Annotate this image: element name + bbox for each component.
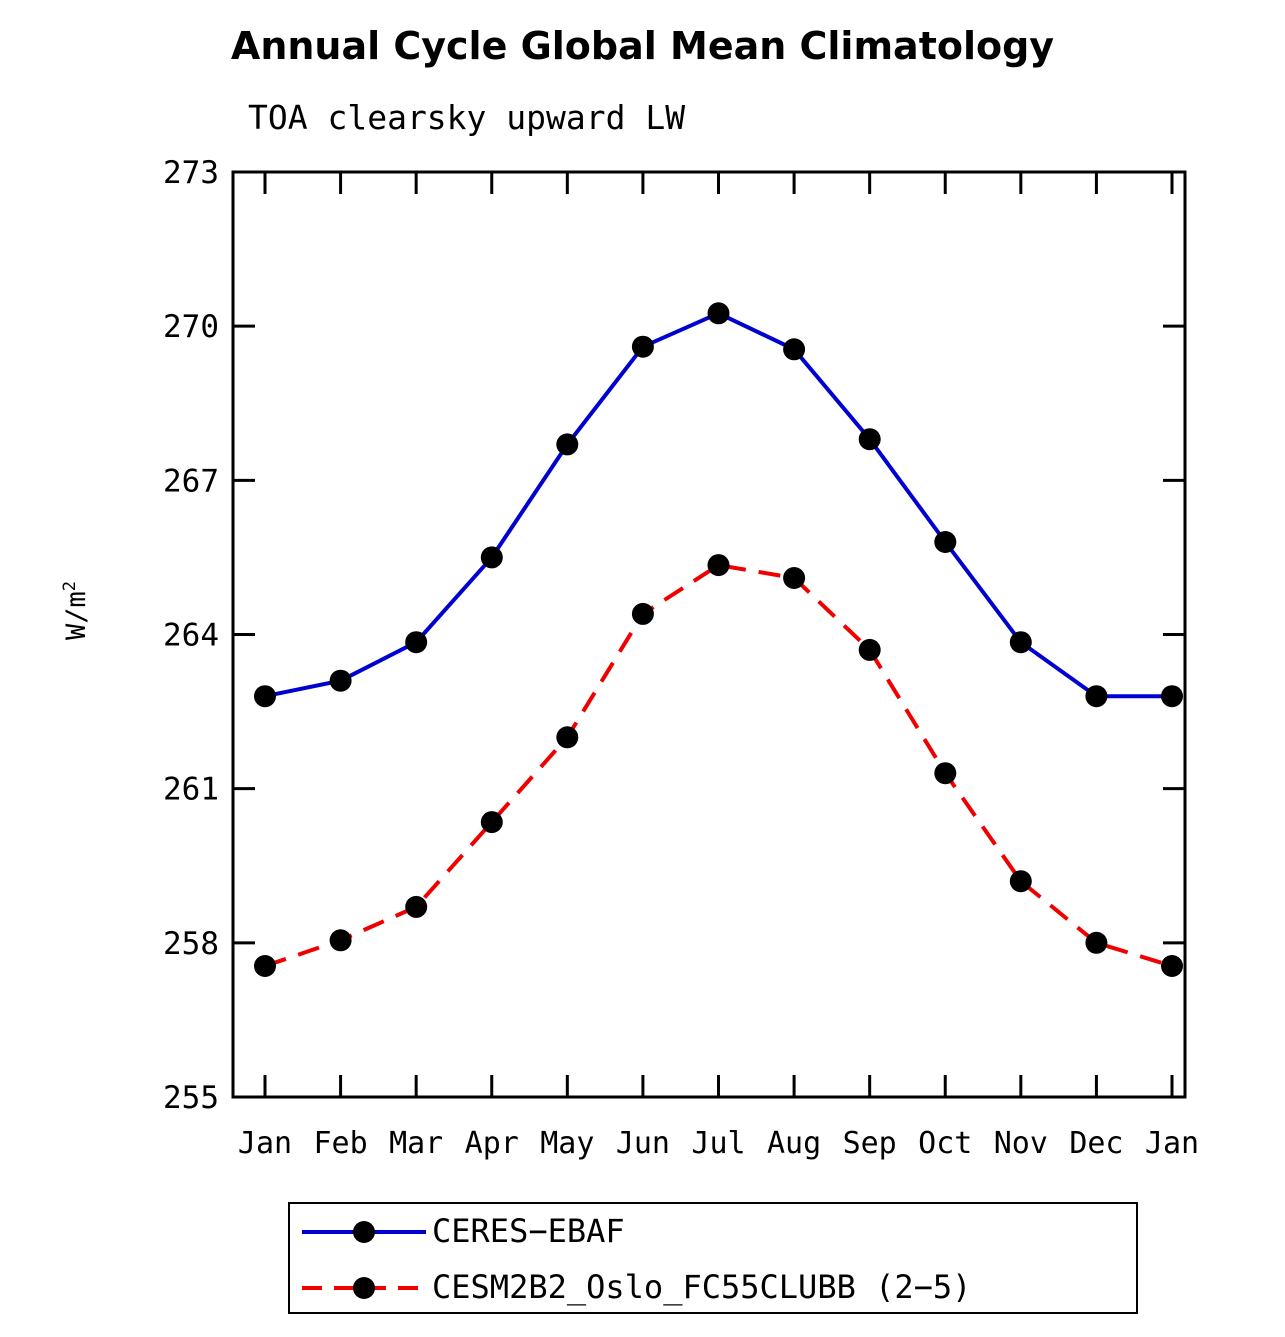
y-axis-label-base: W/m <box>61 591 92 640</box>
data-point-marker <box>934 762 956 784</box>
data-point-marker <box>783 338 805 360</box>
data-point-marker <box>254 685 276 707</box>
legend-entry <box>290 1204 1136 1260</box>
x-axis-tick-labels <box>238 1126 1199 1161</box>
data-point-marker <box>405 631 427 653</box>
x-tick-label: Aug <box>766 1126 822 1161</box>
y-axis-label-exponent: 2 <box>60 580 80 592</box>
legend-label-series-0: CERES−EBAF <box>432 1212 625 1250</box>
chart-title: Annual Cycle Global Mean Climatology <box>230 24 1055 68</box>
y-tick-label: 258 <box>163 925 219 962</box>
x-tick-label: Jan <box>1144 1126 1200 1161</box>
data-point-marker <box>254 955 276 977</box>
legend-entry <box>290 1260 1136 1316</box>
x-tick-label: Feb <box>313 1126 368 1161</box>
data-series <box>254 302 1183 977</box>
x-tick-label: Jun <box>615 1126 671 1161</box>
x-tick-label: Nov <box>993 1126 1048 1161</box>
legend-swatch-series-0 <box>298 1204 430 1260</box>
chart-subtitle: TOA clearsky upward LW <box>248 98 686 137</box>
data-point-marker <box>859 428 881 450</box>
data-point-marker <box>481 811 503 833</box>
data-point-marker <box>1161 685 1183 707</box>
data-point-marker <box>783 567 805 589</box>
y-axis-tick-labels <box>163 155 219 1116</box>
data-point-marker <box>632 336 654 358</box>
data-point-marker <box>481 546 503 568</box>
x-tick-label: Apr <box>464 1126 519 1161</box>
data-point-marker <box>405 896 427 918</box>
y-tick-label: 273 <box>163 155 219 191</box>
data-point-marker <box>632 603 654 625</box>
y-tick-label: 255 <box>163 1080 219 1116</box>
legend-label-series-1: CESM2B2_Oslo_FC55CLUBB (2−5) <box>432 1268 972 1306</box>
data-point-marker <box>1010 870 1032 892</box>
x-tick-label: Sep <box>842 1126 897 1161</box>
legend-swatch-series-1 <box>298 1260 430 1316</box>
data-point-marker <box>708 554 730 576</box>
data-point-marker <box>330 929 352 951</box>
x-tick-label: Mar <box>389 1126 444 1161</box>
x-tick-label: Jan <box>237 1126 293 1161</box>
legend <box>288 1202 1138 1314</box>
y-tick-label: 261 <box>163 771 219 808</box>
y-tick-label: 264 <box>163 617 219 654</box>
data-point-marker <box>1085 685 1107 707</box>
data-point-marker <box>859 639 881 661</box>
data-point-marker <box>556 726 578 748</box>
data-point-marker <box>1085 932 1107 954</box>
data-point-marker <box>934 531 956 553</box>
data-point-marker <box>708 302 730 324</box>
data-point-marker <box>330 670 352 692</box>
x-tick-label: May <box>540 1126 595 1161</box>
y-tick-label: 270 <box>163 309 219 346</box>
data-point-marker <box>1161 955 1183 977</box>
series-line-1 <box>265 565 1172 966</box>
series-line-0 <box>265 313 1172 696</box>
x-tick-label: Dec <box>1069 1126 1124 1161</box>
x-tick-label: Oct <box>918 1126 973 1161</box>
x-tick-label: Jul <box>691 1126 746 1161</box>
y-tick-label: 267 <box>163 463 219 500</box>
data-point-marker <box>1010 631 1032 653</box>
data-point-marker <box>556 433 578 455</box>
